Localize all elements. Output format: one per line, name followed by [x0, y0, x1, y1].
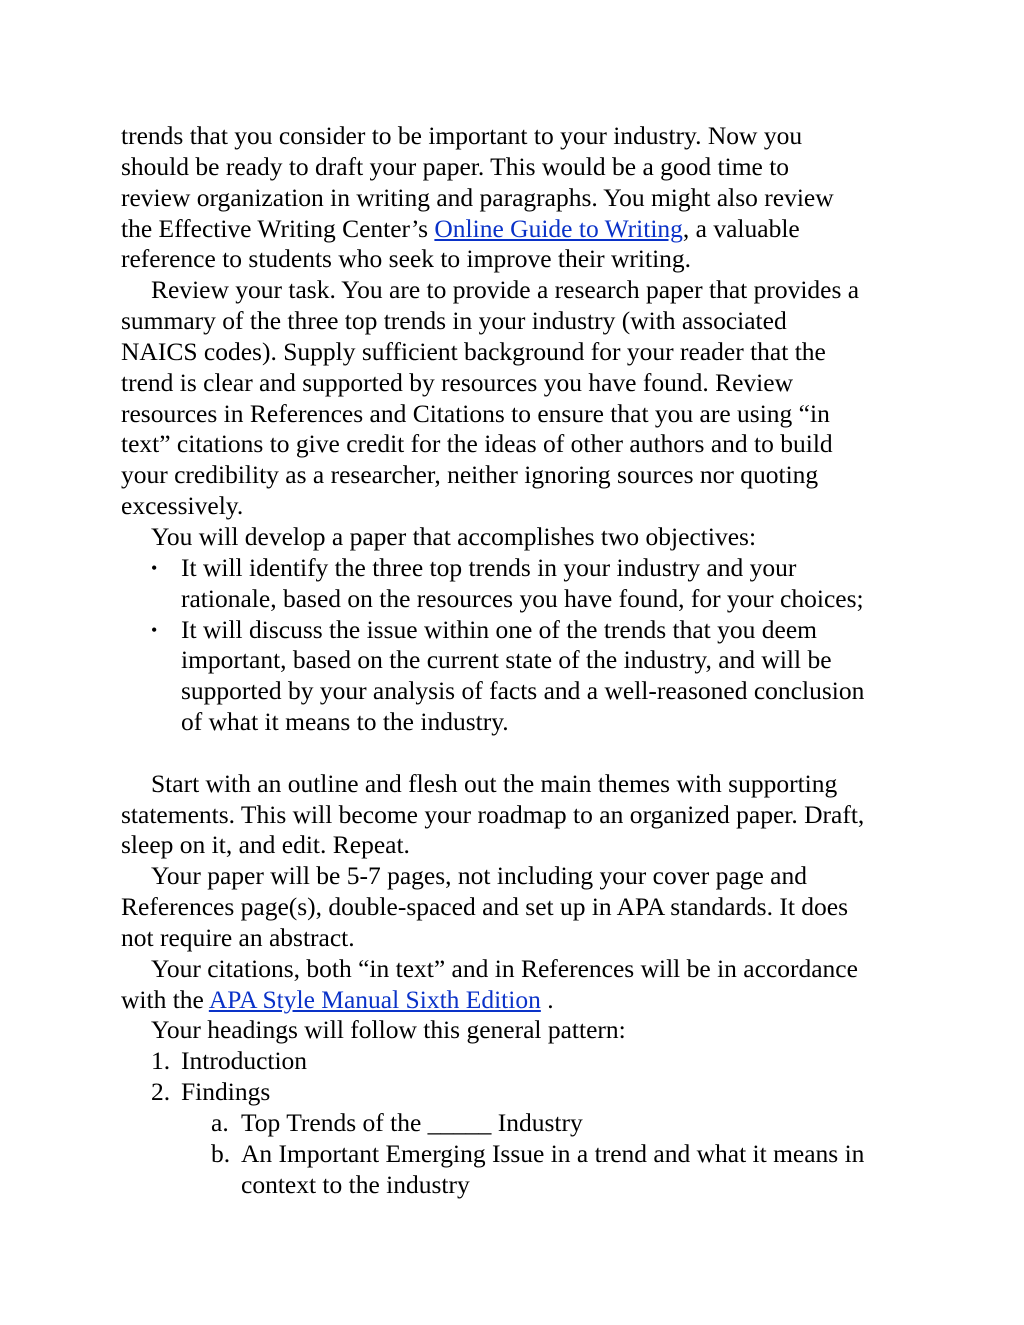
text-line: You will develop a paper that accomplishes two objectives: — [151, 521, 757, 551]
text-fragment: the Effective Writing Center’s — [121, 213, 435, 243]
bullet-icon: • — [151, 619, 158, 640]
text-line: It will discuss the issue within one of the trends that you deem — [181, 614, 817, 644]
subheadings-list — [121, 1108, 921, 1201]
text-fragment: , a valuable — [682, 213, 800, 243]
text-line: References page(s), double-spaced and set up in APA standards. It does — [121, 892, 849, 922]
text-line: summary of the three top trends in your industry (with associated — [121, 306, 787, 336]
text-line: reference to students who seek to improve their writing. — [121, 244, 692, 274]
heading-label: Findings — [181, 1077, 271, 1107]
text-line: text” citations to give credit for the ideas of other authors and to build — [121, 429, 833, 459]
text-line: statements. This will become your roadmap to an organized paper. Draft, — [121, 799, 865, 829]
objectives-list — [121, 553, 921, 738]
text-line: rationale, based on the resources you have found, for your choices; — [181, 583, 864, 613]
bullet-icon: • — [151, 557, 158, 578]
blank-line — [121, 738, 921, 769]
paragraph-outline — [121, 769, 921, 862]
heading-label: Introduction — [181, 1046, 308, 1076]
paragraph-objectives-intro — [121, 522, 921, 553]
text-fragment: with the — [121, 984, 209, 1014]
text-line: important, based on the current state of the industry, and will be — [181, 645, 832, 675]
paragraph-review-task — [121, 275, 921, 522]
text-fragment: . — [540, 984, 554, 1014]
text-line: resources in References and Citations to ensure that you are using “in — [121, 398, 830, 428]
text-line: Top Trends of the _____ Industry — [241, 1108, 583, 1137]
paragraph-headings-intro — [121, 1015, 921, 1046]
text-line: Your paper will be 5-7 pages, not including your cover page and — [151, 861, 808, 891]
text-line-with-link — [121, 214, 921, 245]
list-item — [121, 1077, 921, 1108]
document-page — [121, 121, 921, 1201]
text-line: supported by your analysis of facts and a well-reasoned conclusion — [181, 676, 865, 706]
text-line: sleep on it, and edit. Repeat. — [121, 830, 410, 860]
text-line: your credibility as a researcher, neither ignoring sources nor quoting — [121, 460, 819, 490]
list-item — [121, 615, 921, 738]
text-line: Start with an outline and flesh out the main themes with supporting — [151, 768, 838, 798]
text-line-with-link — [121, 985, 921, 1016]
text-line: Review your task. You are to provide a research paper that provides a — [151, 275, 860, 305]
list-item — [121, 1108, 921, 1139]
text-line: An Important Emerging Issue in a trend and what it means in — [241, 1138, 865, 1168]
text-line: should be ready to draft your paper. This would be a good time to — [121, 151, 790, 181]
text-line: NAICS codes). Supply sufficient background for your reader that the — [121, 336, 826, 366]
text-line: of what it means to the industry. — [181, 707, 509, 737]
list-item — [121, 1139, 921, 1201]
text-line: excessively. — [121, 491, 244, 521]
list-letter: a. — [211, 1108, 229, 1137]
list-item — [121, 553, 921, 615]
list-item — [121, 1046, 921, 1077]
list-number: 1. — [151, 1046, 171, 1076]
paragraph-page-length — [121, 861, 921, 954]
text-line: Your citations, both “in text” and in References will be in accordance — [151, 953, 858, 983]
text-line: trend is clear and supported by resources you have found. Review — [121, 367, 794, 397]
text-line: review organization in writing and paragraphs. You might also review — [121, 182, 834, 212]
online-guide-to-writing-link[interactable]: Online Guide to Writing — [434, 213, 683, 243]
text-line: context to the industry — [241, 1169, 470, 1199]
paragraph-citations — [121, 954, 921, 1016]
headings-list — [121, 1046, 921, 1108]
text-line: Your headings will follow this general pattern: — [151, 1015, 626, 1045]
paragraph-intro — [121, 121, 921, 275]
list-letter: b. — [211, 1138, 231, 1168]
list-number: 2. — [151, 1077, 171, 1107]
text-line: not require an abstract. — [121, 922, 355, 952]
apa-style-manual-link[interactable]: APA Style Manual Sixth Edition — [208, 984, 541, 1014]
text-line: It will identify the three top trends in your industry and your — [181, 552, 797, 582]
text-line: trends that you consider to be important to your industry. Now you — [121, 121, 803, 150]
